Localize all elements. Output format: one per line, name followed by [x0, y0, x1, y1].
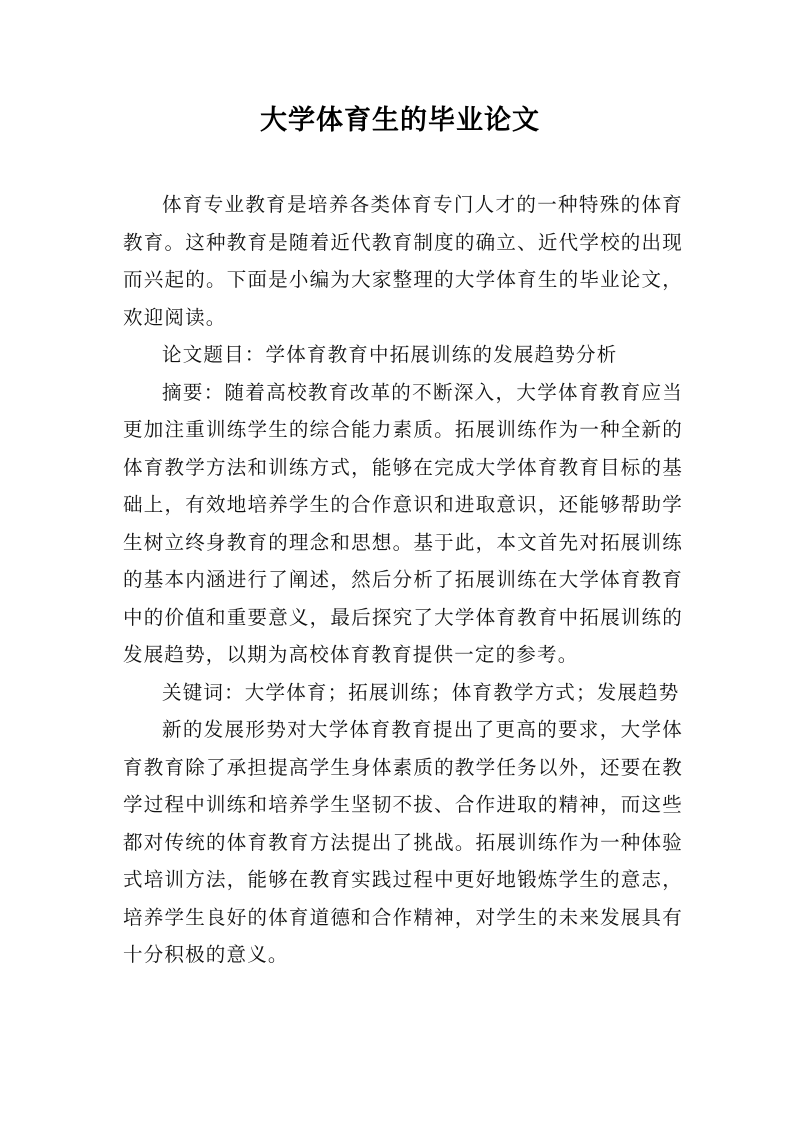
paragraph-body: 新的发展形势对大学体育教育提出了更高的要求，大学体育教育除了承担提高学生身体素质的教学任务以外，还要在教学过程中训练和培养学生坚韧不拔、合作进取的精神，而这些都对传统的体育教育方法提出了挑战。拓展训练作为一种体验式培训方法，能够在教育实践过程中更好地锻炼学生的意志，培养学生良好的体育道德和合作精神，对学生的未来发展具有十分积极的意义。	[123, 718, 683, 966]
paragraph-thesis-title: 论文题目：学体育教育中拓展训练的发展趋势分析	[162, 343, 618, 366]
paragraph-intro: 体育专业教育是培养各类体育专门人才的一种特殊的体育教育。这种教育是随着近代教育制度的确立、近代学校的出现而兴起的。下面是小编为大家整理的大学体育生的毕业论文，欢迎阅读。	[123, 193, 683, 329]
paragraph-abstract: 摘要：随着高校教育改革的不断深入，大学体育教育应当更加注重训练学生的综合能力素质。拓展训练作为一种全新的体育教学方法和训练方式，能够在完成大学体育教育目标的基础上，有效地培养学生的合作意识和进取意识，还能够帮助学生树立终身教育的理念和思想。基于此，本文首先对拓展训练的基本内涵进行了阐述，然后分析了拓展训练在大学体育教育中的价值和重要意义，最后探究了大学体育教育中拓展训练的发展趋势，以期为高校体育教育提供一定的参考。	[123, 380, 683, 666]
paragraph-keywords: 关键词：大学体育；拓展训练；体育教学方式；发展趋势	[162, 680, 680, 704]
document-title: 大学体育生的毕业论文	[260, 105, 540, 136]
document-body	[123, 186, 683, 974]
